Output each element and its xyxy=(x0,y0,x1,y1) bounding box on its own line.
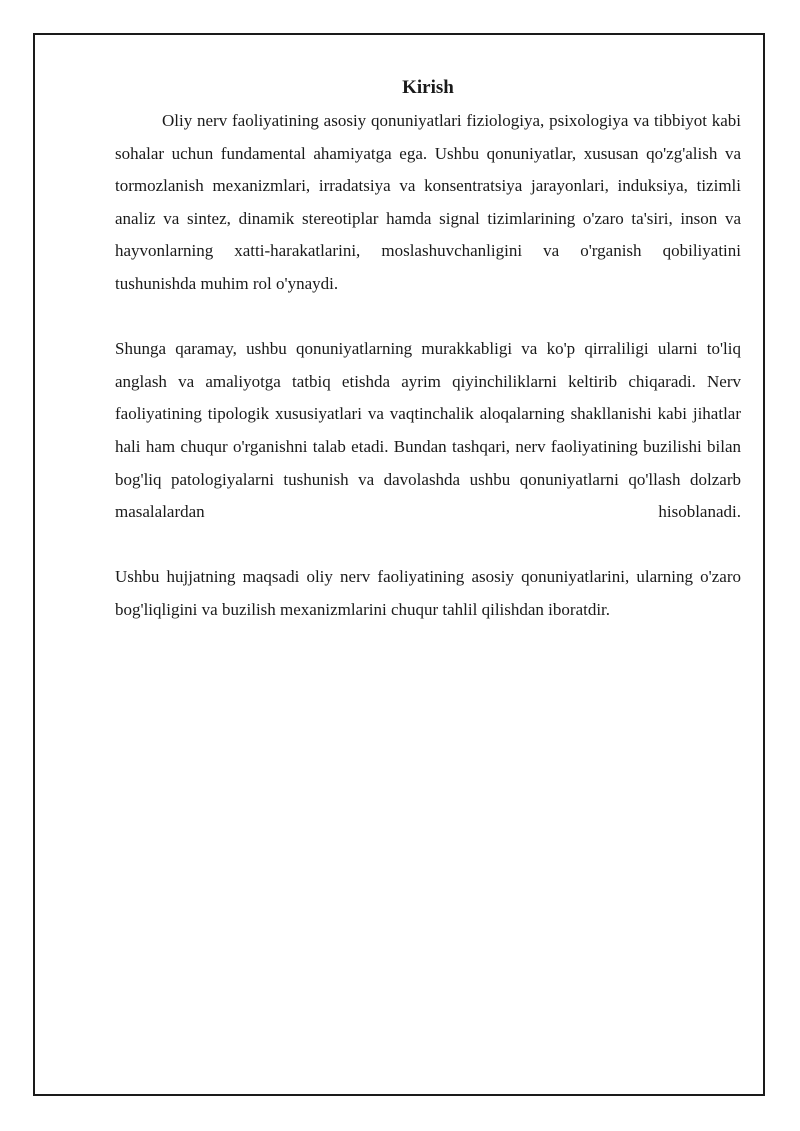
paragraph-intro: Oliy nerv faoliyatining asosiy qonuniyatlari fiziologiya, psixologiya va tibbiyot kabi sohalar uchun fundamental ahamiyatga ega. Ushbu qonuniyatlar, xususan qo'zg'alish va tormozlanish mexanizmlari, irradatsiya va konsentratsiya jarayonlari, induksiya, tizimli analiz va sintez, dinamik stereotiplar hamda signal tizimlarining o'zaro ta'siri, inson va hayvonlarning xatti-harakatlarini, moslashuvchanligini va o'rganish qobiliyatini tushunishda muhim rol o'ynaydi. xyxy=(115,111,741,293)
paragraph-goal: Ushbu hujjatning maqsadi oliy nerv faoliyatining asosiy qonuniyatlarini, ularning o'zaro bog'liqligini va buzilish mexanizmlarini chuqur tahlil qilishdan iboratdir. xyxy=(115,567,741,619)
document-body xyxy=(115,75,741,627)
section-heading: Kirish xyxy=(402,77,454,98)
paragraph-challenges: Shunga qaramay, ushbu qonuniyatlarning murakkabligi va ko'p qirraliligi ularni to'liq anglash va amaliyotga tatbiq etishda ayrim qiyinchiliklarni keltirib chiqaradi. Nerv faoliyatining tipologik xususiyatlari va vaqtinchalik aloqalarning shakllanishi kabi jihatlar hali ham chuqur o'rganishni talab etadi. Bundan tashqari, nerv faoliyatining buzilishi bilan bog'liq patologiyalarni tushunish va davolashda ushbu qonuniyatlarni qo'llash dolzarb masalalardan hisoblanadi. xyxy=(115,339,741,522)
